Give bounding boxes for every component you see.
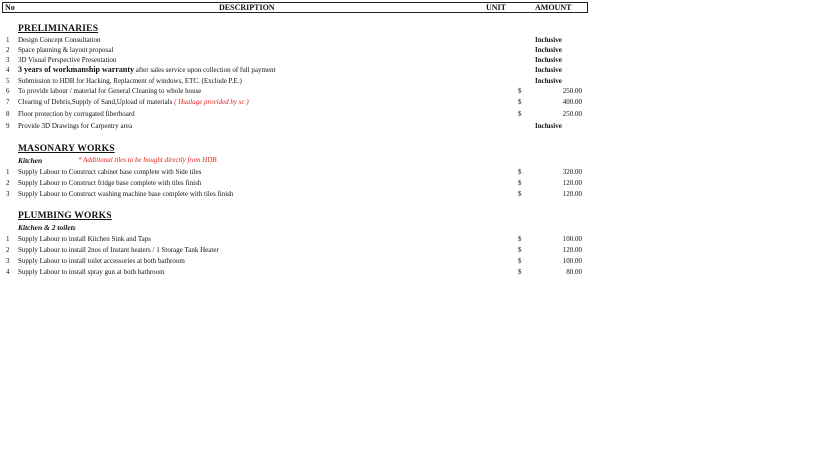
item-description: Supply Labour to Construct fridge base complete with tiles finish: [18, 179, 202, 187]
item-description: 3D Visual Perspective Presentation: [18, 56, 117, 64]
item-description: Supply Labour to install Kitchen Sink and Taps: [18, 235, 151, 243]
item-description: Submission to HDB for Hacking, Replacment of windows, ETC. (Exclude P.E.): [18, 77, 242, 85]
list-item: [0, 121, 588, 131]
item-number: 4: [6, 268, 10, 276]
item-description: [18, 97, 249, 107]
section-title-masonry: MASONARY WORKS: [18, 144, 115, 154]
item-description: [18, 65, 276, 75]
warranty-highlight: 3 years of workmanship warranty: [18, 65, 134, 74]
header-no: No: [5, 3, 15, 12]
list-item: [0, 178, 588, 188]
item-number: 6: [6, 87, 10, 95]
list-item: [0, 256, 588, 266]
item-number: 1: [6, 36, 10, 44]
list-item: [0, 245, 588, 255]
item-amount: 100.00: [562, 257, 582, 265]
list-item: [0, 35, 588, 45]
header-description: DESCRIPTION: [219, 3, 275, 12]
item-amount: 120.00: [562, 190, 582, 198]
item-amount: 120.00: [562, 179, 582, 187]
list-item: [0, 189, 588, 199]
masonry-note-text: * Additional tiles to be bought directly from HDB: [78, 156, 217, 164]
item-amount: Inclusive: [535, 66, 562, 74]
item-number: 8: [6, 110, 10, 118]
header-amount: AMOUNT: [535, 3, 572, 12]
item-currency: $: [518, 168, 522, 176]
list-item: [0, 234, 588, 244]
item-amount: 250.00: [562, 87, 582, 95]
item-amount: 120.00: [562, 246, 582, 254]
item-currency: $: [518, 268, 522, 276]
item-number: 1: [6, 235, 10, 243]
list-item: [0, 55, 588, 65]
item-amount: 100.00: [562, 235, 582, 243]
item-currency: $: [518, 87, 522, 95]
item-amount: Inclusive: [535, 36, 562, 44]
item-currency: $: [518, 257, 522, 265]
item-number: 3: [6, 257, 10, 265]
item-amount: Inclusive: [535, 77, 562, 85]
header-unit: UNIT: [486, 3, 507, 12]
item-description: Supply Labour to Construct washing machine base complete with tiles finish: [18, 190, 234, 198]
item-number: 1: [6, 168, 10, 176]
item-number: 2: [6, 46, 10, 54]
list-item: [0, 76, 588, 86]
item-description: Supply Labour to install spray gun at both bathroom: [18, 268, 165, 276]
item-description: To provide labour / material for General Cleaning to whole house: [18, 87, 202, 95]
section-title-plumbing: PLUMBING WORKS: [18, 211, 112, 221]
item-number: 3: [6, 56, 10, 64]
item-description: Supply Labour to Construct cabinet base complete with Side tiles: [18, 168, 202, 176]
item-number: 2: [6, 179, 10, 187]
item-number: 4: [6, 66, 10, 74]
list-item: [0, 167, 588, 177]
item-amount: 400.00: [562, 98, 582, 106]
list-item: [0, 86, 588, 96]
item-amount: Inclusive: [535, 56, 562, 64]
item-note: ( Hualage provided by sc ): [174, 98, 249, 106]
item-description: Space planning & layout proposal: [18, 46, 114, 54]
list-item: [0, 267, 588, 277]
item-number: 9: [6, 122, 10, 130]
item-description-rest: after sales service upon collection of full payment: [134, 66, 276, 74]
item-description: Floor protection by corrugated fiberboard: [18, 110, 135, 118]
list-item: [0, 65, 588, 75]
table-header: [2, 2, 588, 13]
item-number: 5: [6, 77, 10, 85]
item-description-text: Clearing of Debris,Supply of Sand,Upload of materials: [18, 98, 175, 106]
item-amount: Inclusive: [535, 46, 562, 54]
item-description: Supply Labour to install 2nos of Instant heaters / 1 Storage Tank Heater: [18, 246, 219, 254]
item-currency: $: [518, 179, 522, 187]
item-amount: 320.00: [562, 168, 582, 176]
item-number: 7: [6, 98, 10, 106]
item-number: 2: [6, 246, 10, 254]
item-description: Provide 3D Drawings for Carpentry area: [18, 122, 133, 130]
item-description: Supply Labour to install toilet accessories at both bathroom: [18, 257, 185, 265]
item-currency: $: [518, 98, 522, 106]
item-amount: 250.00: [562, 110, 582, 118]
masonry-subtitle: Kitchen: [18, 156, 43, 165]
list-item: [0, 45, 588, 55]
item-currency: $: [518, 235, 522, 243]
item-currency: $: [518, 190, 522, 198]
item-amount: 80.00: [566, 268, 582, 276]
masonry-note: [78, 155, 217, 165]
list-item: [0, 109, 588, 119]
item-description: Design Concept Consultation: [18, 36, 101, 44]
section-title-preliminaries: PRELIMINARIES: [18, 24, 99, 34]
item-number: 3: [6, 190, 10, 198]
item-currency: $: [518, 246, 522, 254]
list-item: [0, 97, 588, 107]
item-currency: $: [518, 110, 522, 118]
item-amount: Inclusive: [535, 122, 562, 130]
plumbing-subtitle: Kitchen & 2 toilets: [18, 223, 76, 232]
